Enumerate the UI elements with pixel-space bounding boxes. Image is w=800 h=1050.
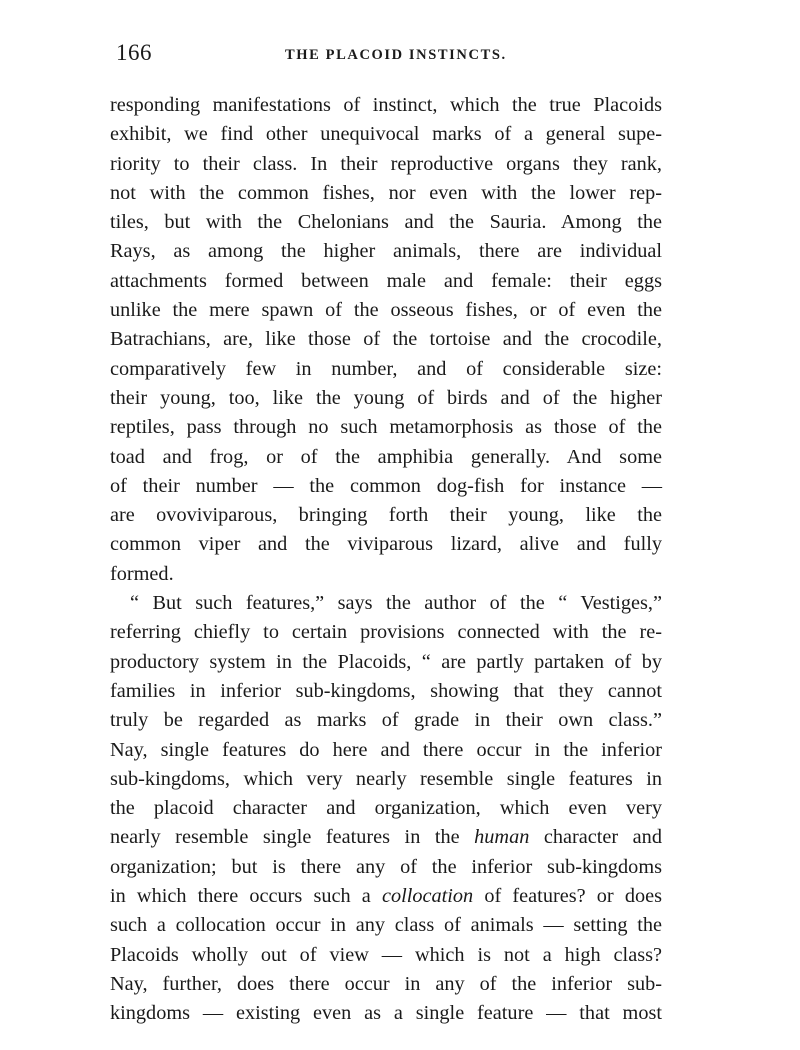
text-line: unlike the mere spawn of the osseous fishes, or of even the (110, 299, 662, 322)
running-head-title: THE PLACOID INSTINCTS. (285, 47, 507, 63)
text-line: are ovoviviparous, bringing forth their young, like the (110, 504, 662, 527)
text-line: kingdoms — existing even as a single feature — that most (110, 1002, 662, 1025)
text-segment: in which there occurs such a (110, 885, 371, 908)
text-segment: nearly resemble single features in the (110, 826, 460, 849)
text-line: tiles, but with the Chelonians and the Sauria. Among the (110, 211, 662, 234)
text-line: responding manifestations of instinct, which the true Placoids (110, 94, 662, 116)
text-line: Nay, single features do here and there occur in the inferior (110, 738, 662, 761)
text-line: Rays, as among the higher animals, there are individual (110, 240, 662, 263)
text-line: exhibit, we find other unequivocal marks of a general supe- (110, 123, 662, 146)
text-line: riority to their class. In their reproductive organs they rank, (110, 152, 662, 175)
text-segment: of features? or does (484, 885, 663, 908)
text-line-with-emphasis (110, 882, 662, 911)
text-line: productory system in the Placoids, “ are partly partaken of by (110, 650, 662, 673)
text-line: Placoids wholly out of view — which is not a high class? (110, 943, 662, 966)
page-number: 166 (116, 40, 152, 65)
text-line: families in inferior sub-kingdoms, showing that they cannot (110, 679, 662, 702)
text-line: organization; but is there any of the inferior sub-kingdoms (110, 855, 662, 878)
text-line: reptiles, pass through no such metamorphosis as those of the (110, 416, 662, 439)
text-line: truly be regarded as marks of grade in their own class.” (110, 709, 662, 732)
text-line: comparatively few in number, and of considerable size: (110, 357, 662, 380)
emphasis-human: human (474, 826, 530, 849)
text-segment: character and (543, 826, 662, 849)
text-line: attachments formed between male and female: their eggs (110, 269, 662, 292)
text-line: Batrachians, are, like those of the tortoise and the crocodile, (110, 328, 662, 351)
emphasis-collocation: collocation (381, 885, 474, 908)
text-line: not with the common fishes, nor even with the lower rep- (110, 181, 662, 204)
body-text (110, 91, 662, 1029)
text-line: referring chiefly to certain provisions connected with the re- (110, 621, 662, 644)
paragraph-end-line: formed. (110, 562, 174, 585)
text-line: common viper and the viviparous lizard, alive and fully (110, 533, 662, 556)
text-line: toad and frog, or of the amphibia generally. And some (110, 445, 662, 468)
text-line: sub-kingdoms, which very nearly resemble single features in (110, 767, 662, 790)
text-line: Nay, further, does there occur in any of the inferior sub- (110, 972, 662, 995)
text-line: of their number — the common dog-fish for instance — (110, 474, 662, 497)
paragraph-start-line: “ But such features,” says the author of the “ Vestiges,” (130, 592, 662, 615)
text-line: their young, too, like the young of birds and of the higher (110, 386, 662, 409)
text-line: the placoid character and organization, which even very (110, 797, 662, 820)
text-line-with-emphasis (110, 823, 662, 852)
text-line: such a collocation occur in any class of animals — setting the (110, 914, 662, 937)
running-head (0, 40, 800, 74)
